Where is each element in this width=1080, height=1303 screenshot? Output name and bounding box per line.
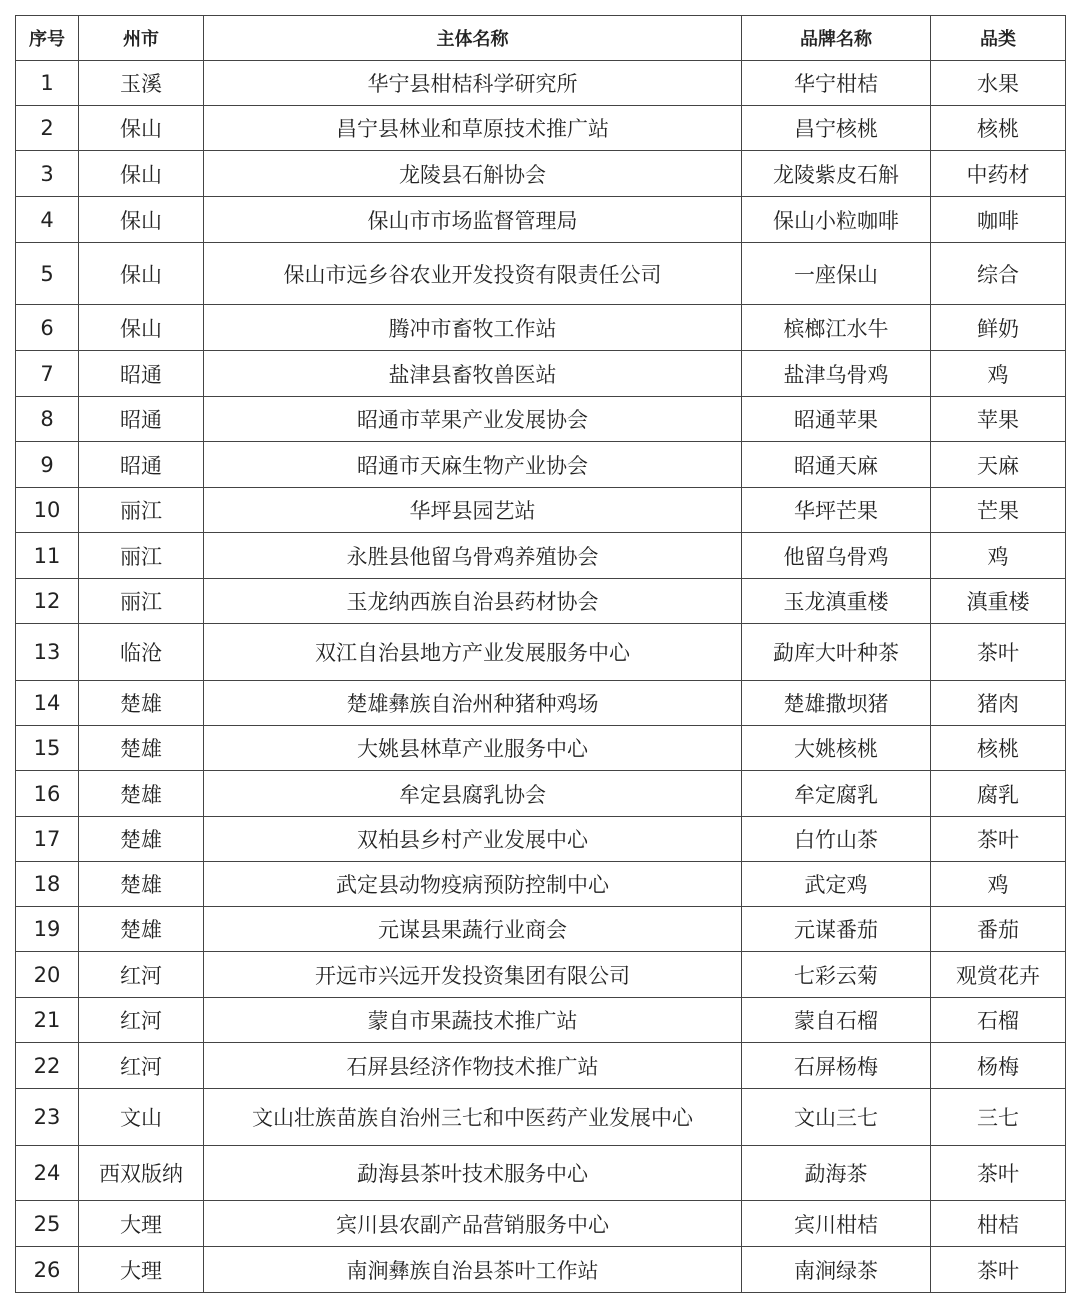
cell-entity: 龙陵县石斛协会 xyxy=(204,151,742,197)
cell-brand: 保山小粒咖啡 xyxy=(742,197,931,243)
cell-index: 17 xyxy=(16,817,79,862)
cell-brand: 七彩云菊 xyxy=(742,952,931,998)
cell-index: 4 xyxy=(16,197,79,243)
cell-entity: 双柏县乡村产业发展中心 xyxy=(204,817,742,862)
cell-entity: 石屏县经济作物技术推广站 xyxy=(204,1043,742,1089)
cell-brand: 勐库大叶种茶 xyxy=(742,624,931,681)
cell-category: 猪肉 xyxy=(931,681,1066,726)
cell-entity: 腾冲市畜牧工作站 xyxy=(204,305,742,351)
cell-entity: 宾川县农副产品营销服务中心 xyxy=(204,1201,742,1247)
cell-entity: 南涧彝族自治县茶叶工作站 xyxy=(204,1247,742,1293)
cell-city: 保山 xyxy=(79,243,204,305)
cell-index: 12 xyxy=(16,579,79,624)
cell-index: 9 xyxy=(16,442,79,488)
cell-index: 1 xyxy=(16,61,79,106)
cell-category: 腐乳 xyxy=(931,771,1066,817)
table-row xyxy=(16,726,1066,771)
cell-index: 5 xyxy=(16,243,79,305)
cell-entity: 华坪县园艺站 xyxy=(204,488,742,533)
header-entity: 主体名称 xyxy=(204,16,742,61)
cell-brand: 华坪芒果 xyxy=(742,488,931,533)
cell-brand: 龙陵紫皮石斛 xyxy=(742,151,931,197)
table-row xyxy=(16,681,1066,726)
cell-index: 11 xyxy=(16,533,79,579)
table-row xyxy=(16,397,1066,442)
cell-entity: 武定县动物疫病预防控制中心 xyxy=(204,862,742,907)
cell-category: 观赏花卉 xyxy=(931,952,1066,998)
cell-index: 19 xyxy=(16,907,79,952)
cell-category: 芒果 xyxy=(931,488,1066,533)
cell-category: 咖啡 xyxy=(931,197,1066,243)
cell-index: 20 xyxy=(16,952,79,998)
table-row xyxy=(16,1043,1066,1089)
cell-city: 文山 xyxy=(79,1089,204,1146)
table-row xyxy=(16,771,1066,817)
cell-index: 24 xyxy=(16,1146,79,1201)
cell-brand: 元谋番茄 xyxy=(742,907,931,952)
cell-city: 楚雄 xyxy=(79,907,204,952)
cell-city: 保山 xyxy=(79,106,204,151)
table-row xyxy=(16,952,1066,998)
table-row xyxy=(16,1146,1066,1201)
table-row xyxy=(16,243,1066,305)
cell-entity: 昭通市天麻生物产业协会 xyxy=(204,442,742,488)
cell-category: 鲜奶 xyxy=(931,305,1066,351)
cell-brand: 昌宁核桃 xyxy=(742,106,931,151)
table-row xyxy=(16,1247,1066,1293)
cell-index: 14 xyxy=(16,681,79,726)
table-row xyxy=(16,488,1066,533)
cell-index: 15 xyxy=(16,726,79,771)
cell-index: 13 xyxy=(16,624,79,681)
cell-city: 大理 xyxy=(79,1247,204,1293)
cell-index: 8 xyxy=(16,397,79,442)
cell-category: 核桃 xyxy=(931,106,1066,151)
table-row xyxy=(16,862,1066,907)
cell-entity: 盐津县畜牧兽医站 xyxy=(204,351,742,397)
table-row xyxy=(16,624,1066,681)
cell-category: 茶叶 xyxy=(931,817,1066,862)
cell-category: 鸡 xyxy=(931,351,1066,397)
table-row xyxy=(16,197,1066,243)
cell-city: 西双版纳 xyxy=(79,1146,204,1201)
cell-brand: 玉龙滇重楼 xyxy=(742,579,931,624)
cell-entity: 蒙自市果蔬技术推广站 xyxy=(204,998,742,1043)
table-row xyxy=(16,151,1066,197)
cell-brand: 大姚核桃 xyxy=(742,726,931,771)
cell-category: 滇重楼 xyxy=(931,579,1066,624)
cell-index: 2 xyxy=(16,106,79,151)
cell-entity: 昭通市苹果产业发展协会 xyxy=(204,397,742,442)
cell-category: 茶叶 xyxy=(931,1247,1066,1293)
cell-entity: 永胜县他留乌骨鸡养殖协会 xyxy=(204,533,742,579)
cell-entity: 勐海县茶叶技术服务中心 xyxy=(204,1146,742,1201)
cell-category: 番茄 xyxy=(931,907,1066,952)
cell-city: 大理 xyxy=(79,1201,204,1247)
cell-entity: 元谋县果蔬行业商会 xyxy=(204,907,742,952)
cell-category: 茶叶 xyxy=(931,624,1066,681)
cell-brand: 昭通苹果 xyxy=(742,397,931,442)
cell-category: 石榴 xyxy=(931,998,1066,1043)
cell-brand: 他留乌骨鸡 xyxy=(742,533,931,579)
table-row xyxy=(16,998,1066,1043)
cell-index: 18 xyxy=(16,862,79,907)
cell-brand: 盐津乌骨鸡 xyxy=(742,351,931,397)
cell-city: 红河 xyxy=(79,998,204,1043)
cell-city: 丽江 xyxy=(79,533,204,579)
cell-brand: 武定鸡 xyxy=(742,862,931,907)
cell-entity: 保山市市场监督管理局 xyxy=(204,197,742,243)
cell-entity: 开远市兴远开发投资集团有限公司 xyxy=(204,952,742,998)
header-category: 品类 xyxy=(931,16,1066,61)
table-row xyxy=(16,533,1066,579)
cell-entity: 华宁县柑桔科学研究所 xyxy=(204,61,742,106)
cell-index: 25 xyxy=(16,1201,79,1247)
header-brand: 品牌名称 xyxy=(742,16,931,61)
cell-category: 中药材 xyxy=(931,151,1066,197)
cell-brand: 华宁柑桔 xyxy=(742,61,931,106)
cell-category: 鸡 xyxy=(931,533,1066,579)
table-row xyxy=(16,817,1066,862)
cell-brand: 楚雄撒坝猪 xyxy=(742,681,931,726)
cell-city: 保山 xyxy=(79,305,204,351)
cell-city: 楚雄 xyxy=(79,817,204,862)
table-row xyxy=(16,907,1066,952)
table-header-row xyxy=(16,16,1066,61)
cell-entity: 玉龙纳西族自治县药材协会 xyxy=(204,579,742,624)
cell-category: 天麻 xyxy=(931,442,1066,488)
header-city: 州市 xyxy=(79,16,204,61)
cell-city: 丽江 xyxy=(79,579,204,624)
cell-brand: 南涧绿茶 xyxy=(742,1247,931,1293)
cell-brand: 一座保山 xyxy=(742,243,931,305)
cell-brand: 文山三七 xyxy=(742,1089,931,1146)
cell-category: 鸡 xyxy=(931,862,1066,907)
cell-category: 水果 xyxy=(931,61,1066,106)
cell-city: 保山 xyxy=(79,151,204,197)
cell-index: 16 xyxy=(16,771,79,817)
cell-category: 综合 xyxy=(931,243,1066,305)
cell-entity: 保山市远乡谷农业开发投资有限责任公司 xyxy=(204,243,742,305)
cell-entity: 大姚县林草产业服务中心 xyxy=(204,726,742,771)
brand-table xyxy=(15,15,1066,1293)
cell-entity: 文山壮族苗族自治州三七和中医药产业发展中心 xyxy=(204,1089,742,1146)
cell-index: 26 xyxy=(16,1247,79,1293)
cell-city: 昭通 xyxy=(79,397,204,442)
table-row xyxy=(16,579,1066,624)
cell-brand: 槟榔江水牛 xyxy=(742,305,931,351)
cell-city: 昭通 xyxy=(79,442,204,488)
cell-index: 21 xyxy=(16,998,79,1043)
cell-city: 红河 xyxy=(79,1043,204,1089)
cell-index: 10 xyxy=(16,488,79,533)
cell-category: 茶叶 xyxy=(931,1146,1066,1201)
cell-category: 杨梅 xyxy=(931,1043,1066,1089)
cell-brand: 蒙自石榴 xyxy=(742,998,931,1043)
cell-entity: 牟定县腐乳协会 xyxy=(204,771,742,817)
table-row xyxy=(16,305,1066,351)
table-row xyxy=(16,1201,1066,1247)
cell-brand: 石屏杨梅 xyxy=(742,1043,931,1089)
header-index: 序号 xyxy=(16,16,79,61)
cell-category: 核桃 xyxy=(931,726,1066,771)
cell-category: 柑桔 xyxy=(931,1201,1066,1247)
table-row xyxy=(16,351,1066,397)
cell-city: 丽江 xyxy=(79,488,204,533)
cell-category: 三七 xyxy=(931,1089,1066,1146)
cell-entity: 双江自治县地方产业发展服务中心 xyxy=(204,624,742,681)
cell-brand: 牟定腐乳 xyxy=(742,771,931,817)
cell-city: 红河 xyxy=(79,952,204,998)
cell-city: 楚雄 xyxy=(79,726,204,771)
cell-brand: 白竹山茶 xyxy=(742,817,931,862)
cell-entity: 楚雄彝族自治州种猪种鸡场 xyxy=(204,681,742,726)
cell-brand: 昭通天麻 xyxy=(742,442,931,488)
cell-city: 临沧 xyxy=(79,624,204,681)
cell-city: 玉溪 xyxy=(79,61,204,106)
cell-index: 23 xyxy=(16,1089,79,1146)
cell-index: 6 xyxy=(16,305,79,351)
cell-city: 楚雄 xyxy=(79,862,204,907)
cell-city: 昭通 xyxy=(79,351,204,397)
table-row xyxy=(16,106,1066,151)
cell-city: 楚雄 xyxy=(79,771,204,817)
cell-index: 7 xyxy=(16,351,79,397)
cell-city: 楚雄 xyxy=(79,681,204,726)
cell-brand: 宾川柑桔 xyxy=(742,1201,931,1247)
cell-index: 22 xyxy=(16,1043,79,1089)
cell-entity: 昌宁县林业和草原技术推广站 xyxy=(204,106,742,151)
table-row xyxy=(16,1089,1066,1146)
table-row xyxy=(16,442,1066,488)
cell-index: 3 xyxy=(16,151,79,197)
cell-brand: 勐海茶 xyxy=(742,1146,931,1201)
table-row xyxy=(16,61,1066,106)
cell-city: 保山 xyxy=(79,197,204,243)
cell-category: 苹果 xyxy=(931,397,1066,442)
